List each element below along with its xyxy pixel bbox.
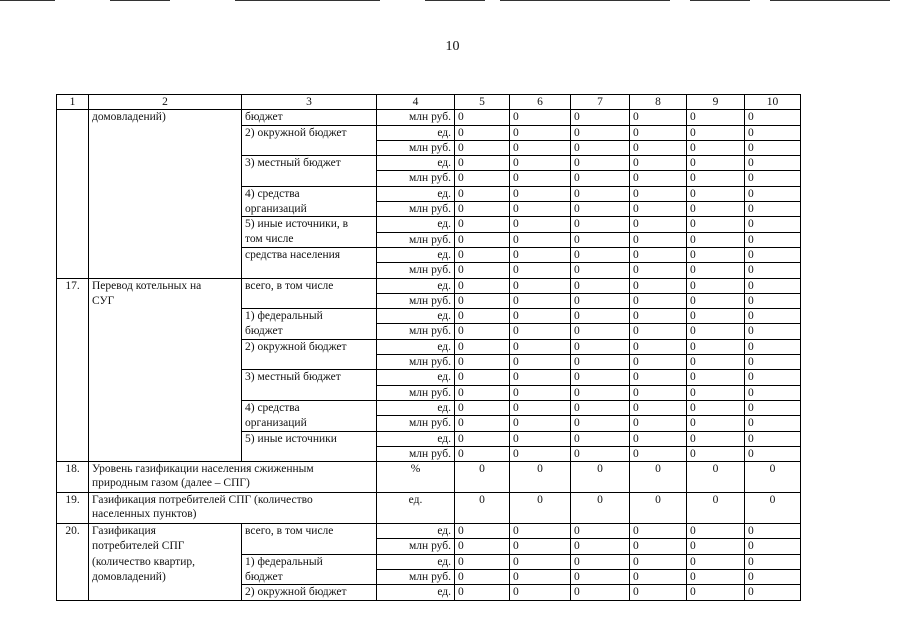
value-cell: 0	[630, 493, 687, 524]
unit-cell: ед.	[377, 217, 455, 232]
indicator-name-line: Газификация	[92, 525, 156, 538]
value-cell: 0	[571, 156, 630, 171]
value-cell: 0	[630, 293, 687, 308]
value-cell: 0	[455, 370, 510, 385]
value-cell: 0	[745, 263, 801, 278]
value-cell: 0	[455, 554, 510, 569]
value-cell: 0	[745, 400, 801, 415]
value-cell: 0	[571, 309, 630, 324]
unit-cell: ед.	[377, 247, 455, 262]
value-cell: 0	[510, 585, 571, 600]
value-cell: 0	[510, 462, 571, 493]
indicator-name-line: населенных пунктов)	[92, 508, 197, 521]
indicator-name-cell	[89, 493, 377, 524]
value-cell: 0	[455, 385, 510, 400]
value-cell: 0	[571, 140, 630, 155]
funding-source-cell: 3) местный бюджет	[242, 156, 377, 171]
funding-source-cell	[242, 539, 377, 554]
value-cell: 0	[630, 217, 687, 232]
value-cell: 0	[745, 524, 801, 539]
value-cell: 0	[571, 400, 630, 415]
value-cell: 0	[510, 171, 571, 186]
value-cell: 0	[687, 125, 745, 140]
value-cell: 0	[455, 446, 510, 461]
unit-cell: млн руб.	[377, 539, 455, 554]
indicator-name-cell	[89, 110, 242, 278]
funding-source-cell	[242, 263, 377, 278]
value-cell: 0	[687, 355, 745, 370]
value-cell: 0	[510, 446, 571, 461]
value-cell: 0	[571, 232, 630, 247]
header-cell: 5	[455, 95, 510, 110]
unit-cell: ед.	[377, 278, 455, 293]
unit-cell: млн руб.	[377, 355, 455, 370]
value-cell: 0	[510, 110, 571, 125]
funding-source-cell	[242, 140, 377, 155]
value-cell: 0	[630, 156, 687, 171]
unit-cell: млн руб.	[377, 232, 455, 247]
value-cell: 0	[455, 431, 510, 446]
value-cell: 0	[455, 524, 510, 539]
value-cell: 0	[687, 202, 745, 217]
value-cell: 0	[745, 217, 801, 232]
value-cell: 0	[687, 416, 745, 431]
table-row	[57, 524, 801, 539]
funding-source-cell: бюджет	[242, 110, 377, 125]
funding-source-cell: организаций	[242, 202, 377, 217]
value-cell: 0	[687, 293, 745, 308]
value-cell: 0	[630, 125, 687, 140]
value-cell: 0	[510, 554, 571, 569]
value-cell: 0	[571, 462, 630, 493]
value-cell: 0	[630, 446, 687, 461]
unit-cell: ед.	[377, 156, 455, 171]
value-cell: 0	[687, 171, 745, 186]
value-cell: 0	[630, 462, 687, 493]
indicator-name-line: Уровень газификации населения сжиженным	[92, 463, 314, 476]
value-cell: 0	[687, 247, 745, 262]
value-cell: 0	[510, 416, 571, 431]
value-cell: 0	[630, 110, 687, 125]
value-cell: 0	[455, 232, 510, 247]
value-cell: 0	[745, 585, 801, 600]
value-cell: 0	[687, 217, 745, 232]
value-cell: 0	[630, 539, 687, 554]
value-cell: 0	[687, 570, 745, 585]
row-number-cell: 20.	[57, 524, 89, 600]
top-border-marks	[0, 0, 905, 2]
value-cell: 0	[455, 278, 510, 293]
value-cell: 0	[455, 416, 510, 431]
value-cell: 0	[687, 400, 745, 415]
value-cell: 0	[455, 156, 510, 171]
value-cell: 0	[687, 493, 745, 524]
value-cell: 0	[510, 370, 571, 385]
value-cell: 0	[687, 278, 745, 293]
value-cell: 0	[455, 309, 510, 324]
header-cell: 9	[687, 95, 745, 110]
value-cell: 0	[455, 539, 510, 554]
value-cell: 0	[630, 186, 687, 201]
value-cell: 0	[745, 110, 801, 125]
value-cell: 0	[571, 324, 630, 339]
value-cell: 0	[630, 355, 687, 370]
funding-source-cell: 2) окружной бюджет	[242, 125, 377, 140]
value-cell: 0	[630, 570, 687, 585]
value-cell: 0	[571, 585, 630, 600]
value-cell: 0	[510, 539, 571, 554]
value-cell: 0	[510, 278, 571, 293]
funding-source-cell: том числе	[242, 232, 377, 247]
value-cell: 0	[687, 446, 745, 461]
funding-source-cell: 5) иные источники, в	[242, 217, 377, 232]
unit-cell: млн руб.	[377, 263, 455, 278]
funding-source-cell: бюджет	[242, 324, 377, 339]
value-cell: 0	[571, 110, 630, 125]
value-cell: 0	[510, 355, 571, 370]
value-cell: 0	[571, 171, 630, 186]
value-cell: 0	[510, 217, 571, 232]
value-cell: 0	[745, 370, 801, 385]
unit-cell: млн руб.	[377, 140, 455, 155]
value-cell: 0	[745, 431, 801, 446]
value-cell: 0	[745, 140, 801, 155]
unit-cell: ед.	[377, 431, 455, 446]
value-cell: 0	[745, 293, 801, 308]
value-cell: 0	[455, 217, 510, 232]
unit-cell: млн руб.	[377, 416, 455, 431]
value-cell: 0	[745, 156, 801, 171]
funding-source-cell: всего, в том числе	[242, 278, 377, 293]
value-cell: 0	[510, 232, 571, 247]
value-cell: 0	[630, 309, 687, 324]
indicator-name-line: (количество квартир,	[92, 555, 195, 568]
funding-source-cell: средства населения	[242, 247, 377, 262]
value-cell: 0	[687, 385, 745, 400]
value-cell: 0	[630, 263, 687, 278]
value-cell: 0	[455, 324, 510, 339]
funding-source-cell: 1) федеральный	[242, 554, 377, 569]
value-cell: 0	[687, 339, 745, 354]
value-cell: 0	[510, 431, 571, 446]
value-cell: 0	[571, 385, 630, 400]
value-cell: 0	[630, 370, 687, 385]
value-cell: 0	[745, 171, 801, 186]
value-cell: 0	[630, 202, 687, 217]
value-cell: 0	[687, 585, 745, 600]
value-cell: 0	[455, 462, 510, 493]
value-cell: 0	[687, 186, 745, 201]
value-cell: 0	[745, 247, 801, 262]
header-cell: 10	[745, 95, 801, 110]
value-cell: 0	[571, 293, 630, 308]
funding-source-cell: 4) средства	[242, 186, 377, 201]
indicator-name-line: Газификация потребителей СПГ (количество	[92, 494, 313, 507]
value-cell: 0	[510, 125, 571, 140]
funding-source-cell: организаций	[242, 416, 377, 431]
value-cell: 0	[571, 339, 630, 354]
value-cell: 0	[455, 110, 510, 125]
value-cell: 0	[630, 140, 687, 155]
value-cell: 0	[571, 370, 630, 385]
value-cell: 0	[745, 355, 801, 370]
value-cell: 0	[687, 370, 745, 385]
unit-cell: млн руб.	[377, 171, 455, 186]
row-number-cell: 17.	[57, 278, 89, 462]
value-cell: 0	[455, 247, 510, 262]
value-cell: 0	[687, 524, 745, 539]
unit-cell: млн руб.	[377, 293, 455, 308]
value-cell: 0	[630, 416, 687, 431]
value-cell: 0	[571, 416, 630, 431]
unit-cell: млн руб.	[377, 202, 455, 217]
value-cell: 0	[630, 171, 687, 186]
value-cell: 0	[571, 431, 630, 446]
value-cell: 0	[745, 232, 801, 247]
value-cell: 0	[510, 293, 571, 308]
header-cell: 7	[571, 95, 630, 110]
indicator-name-cell	[89, 524, 242, 600]
unit-cell: ед.	[377, 585, 455, 600]
funding-source-cell	[242, 446, 377, 461]
unit-cell: ед.	[377, 400, 455, 415]
indicator-name-line: СУГ	[92, 294, 115, 307]
value-cell: 0	[745, 385, 801, 400]
value-cell: 0	[745, 554, 801, 569]
funding-source-cell	[242, 385, 377, 400]
value-cell: 0	[745, 186, 801, 201]
value-cell: 0	[687, 431, 745, 446]
value-cell: 0	[571, 247, 630, 262]
value-cell: 0	[455, 339, 510, 354]
funding-source-cell: бюджет	[242, 570, 377, 585]
value-cell: 0	[687, 554, 745, 569]
value-cell: 0	[571, 446, 630, 461]
value-cell: 0	[571, 278, 630, 293]
value-cell: 0	[745, 539, 801, 554]
value-cell: 0	[630, 585, 687, 600]
unit-cell: ед.	[377, 309, 455, 324]
value-cell: 0	[687, 140, 745, 155]
funding-source-cell	[242, 171, 377, 186]
value-cell: 0	[630, 232, 687, 247]
value-cell: 0	[630, 400, 687, 415]
value-cell: 0	[745, 202, 801, 217]
value-cell: 0	[630, 385, 687, 400]
value-cell: 0	[687, 156, 745, 171]
value-cell: 0	[745, 125, 801, 140]
value-cell: 0	[630, 431, 687, 446]
unit-cell: ед.	[377, 493, 455, 524]
header-cell: 4	[377, 95, 455, 110]
value-cell: 0	[455, 585, 510, 600]
unit-cell: ед.	[377, 524, 455, 539]
value-cell: 0	[745, 324, 801, 339]
unit-cell: %	[377, 462, 455, 493]
value-cell: 0	[571, 524, 630, 539]
indicator-name-cell	[89, 462, 377, 493]
value-cell: 0	[571, 186, 630, 201]
row-number-cell: 19.	[57, 493, 89, 524]
value-cell: 0	[455, 355, 510, 370]
table-row	[57, 278, 801, 293]
funding-source-cell: 1) федеральный	[242, 309, 377, 324]
value-cell: 0	[687, 539, 745, 554]
header-cell: 3	[242, 95, 377, 110]
value-cell: 0	[745, 493, 801, 524]
header-cell: 1	[57, 95, 89, 110]
value-cell: 0	[745, 309, 801, 324]
page-number: 10	[445, 39, 460, 54]
value-cell: 0	[630, 554, 687, 569]
value-cell: 0	[510, 339, 571, 354]
header-row	[57, 95, 801, 110]
unit-cell: млн руб.	[377, 446, 455, 461]
value-cell: 0	[455, 493, 510, 524]
value-cell: 0	[571, 355, 630, 370]
funding-source-cell	[242, 293, 377, 308]
value-cell: 0	[455, 263, 510, 278]
value-cell: 0	[630, 278, 687, 293]
value-cell: 0	[687, 309, 745, 324]
unit-cell: ед.	[377, 125, 455, 140]
row-number-cell: 18.	[57, 462, 89, 493]
unit-cell: млн руб.	[377, 570, 455, 585]
header-cell: 8	[630, 95, 687, 110]
value-cell: 0	[571, 493, 630, 524]
value-cell: 0	[510, 156, 571, 171]
value-cell: 0	[687, 110, 745, 125]
value-cell: 0	[455, 202, 510, 217]
value-cell: 0	[630, 247, 687, 262]
data-table	[56, 94, 801, 601]
header-cell: 2	[89, 95, 242, 110]
value-cell: 0	[687, 462, 745, 493]
table-row	[57, 493, 801, 524]
value-cell: 0	[687, 232, 745, 247]
funding-source-cell	[242, 355, 377, 370]
value-cell: 0	[510, 140, 571, 155]
indicator-name-line: Перевод котельных на	[92, 279, 202, 292]
unit-cell: ед.	[377, 186, 455, 201]
table-row	[57, 110, 801, 125]
value-cell: 0	[571, 570, 630, 585]
unit-cell: млн руб.	[377, 385, 455, 400]
indicator-name-line: домовладений)	[92, 571, 166, 584]
funding-source-cell: 3) местный бюджет	[242, 370, 377, 385]
value-cell: 0	[510, 524, 571, 539]
value-cell: 0	[510, 493, 571, 524]
value-cell: 0	[510, 324, 571, 339]
value-cell: 0	[510, 247, 571, 262]
value-cell: 0	[455, 171, 510, 186]
value-cell: 0	[630, 339, 687, 354]
value-cell: 0	[510, 309, 571, 324]
unit-cell: млн руб.	[377, 324, 455, 339]
value-cell: 0	[571, 539, 630, 554]
value-cell: 0	[455, 140, 510, 155]
value-cell: 0	[571, 125, 630, 140]
value-cell: 0	[455, 125, 510, 140]
value-cell: 0	[510, 570, 571, 585]
funding-source-cell: 2) окружной бюджет	[242, 585, 377, 600]
value-cell: 0	[630, 324, 687, 339]
value-cell: 0	[745, 570, 801, 585]
indicator-name-cell	[89, 278, 242, 462]
indicator-name-line: домовладений)	[92, 111, 166, 124]
indicator-name-line: потребителей СПГ	[92, 540, 185, 553]
value-cell: 0	[745, 462, 801, 493]
unit-cell: ед.	[377, 370, 455, 385]
funding-source-cell: 5) иные источники	[242, 431, 377, 446]
funding-source-cell: 2) окружной бюджет	[242, 339, 377, 354]
value-cell: 0	[510, 400, 571, 415]
value-cell: 0	[745, 446, 801, 461]
value-cell: 0	[510, 186, 571, 201]
indicator-name-line: природным газом (далее – СПГ)	[92, 477, 250, 490]
value-cell: 0	[455, 400, 510, 415]
value-cell: 0	[571, 202, 630, 217]
value-cell: 0	[571, 217, 630, 232]
value-cell: 0	[510, 263, 571, 278]
value-cell: 0	[630, 524, 687, 539]
value-cell: 0	[455, 186, 510, 201]
value-cell: 0	[687, 324, 745, 339]
table-row	[57, 462, 801, 493]
value-cell: 0	[510, 202, 571, 217]
value-cell: 0	[745, 278, 801, 293]
funding-source-cell: 4) средства	[242, 400, 377, 415]
unit-cell: ед.	[377, 339, 455, 354]
value-cell: 0	[510, 385, 571, 400]
value-cell: 0	[571, 263, 630, 278]
row-number-cell	[57, 110, 89, 278]
unit-cell: млн руб.	[377, 110, 455, 125]
value-cell: 0	[687, 263, 745, 278]
value-cell: 0	[455, 293, 510, 308]
value-cell: 0	[745, 416, 801, 431]
value-cell: 0	[745, 339, 801, 354]
funding-source-cell: всего, в том числе	[242, 524, 377, 539]
value-cell: 0	[455, 570, 510, 585]
header-cell: 6	[510, 95, 571, 110]
value-cell: 0	[571, 554, 630, 569]
unit-cell: ед.	[377, 554, 455, 569]
